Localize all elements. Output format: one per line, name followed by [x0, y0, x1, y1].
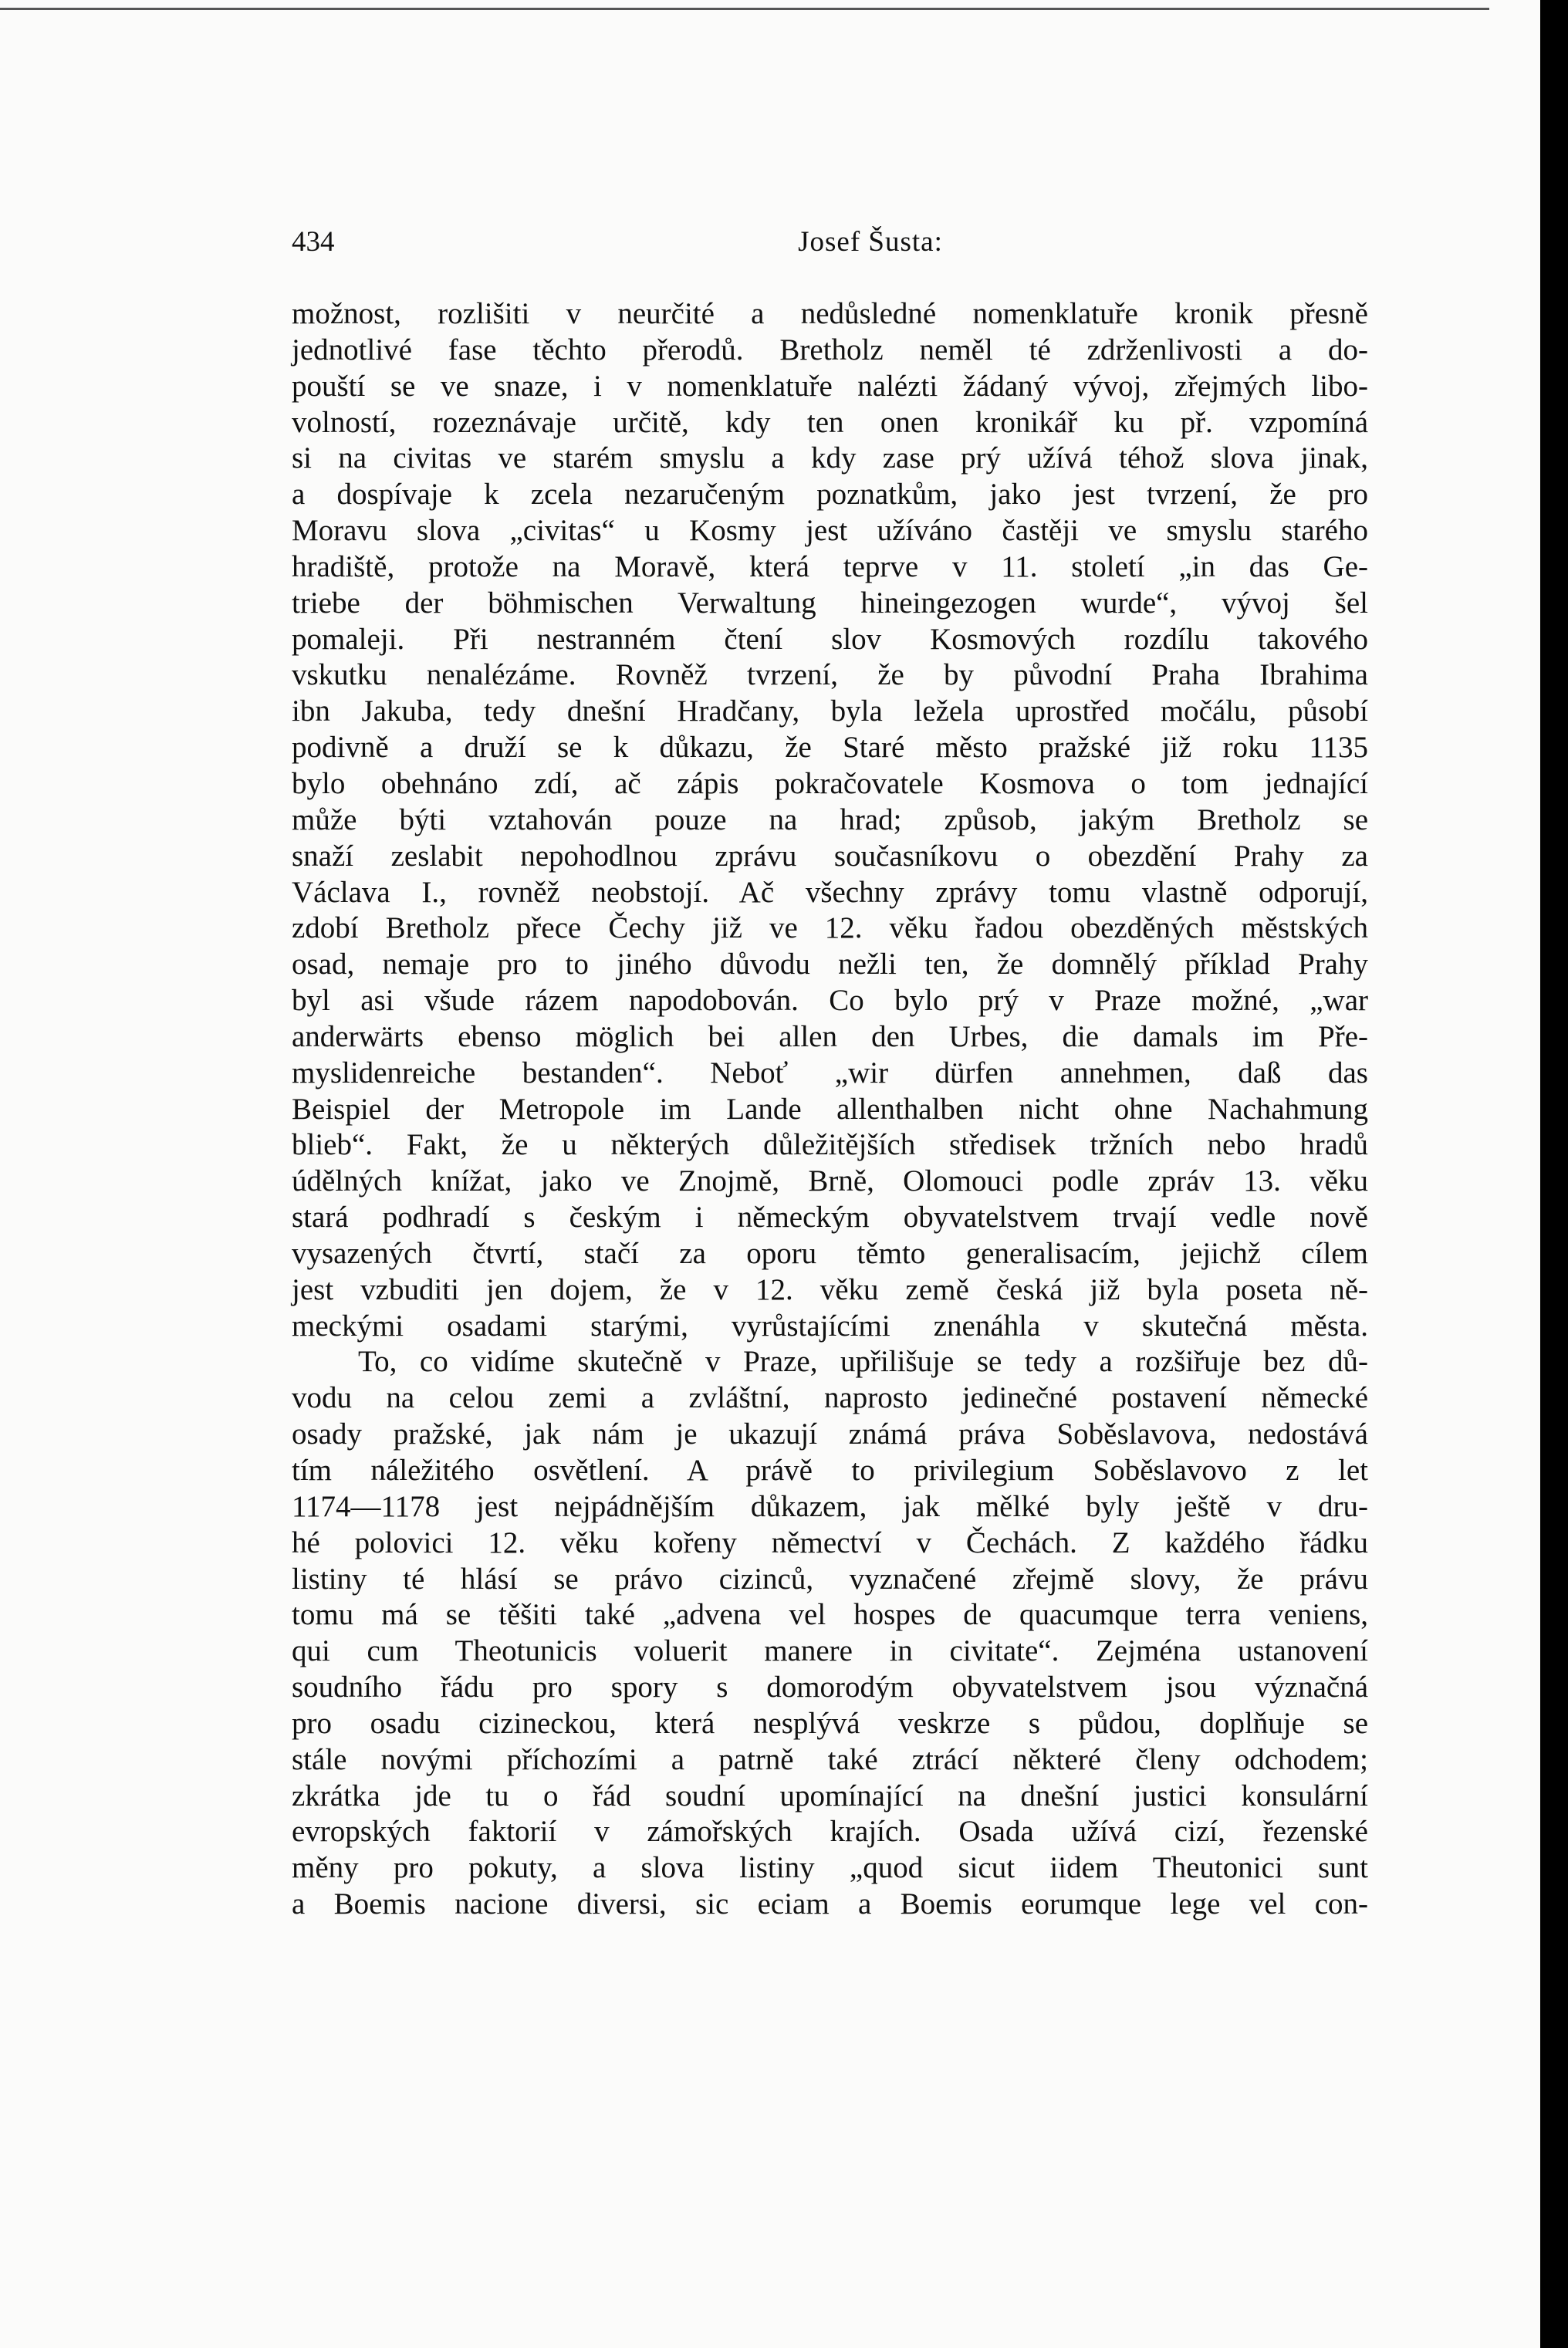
text-line: zdobí Bretholz přece Čechy již ve 12. věku řadou obezděných městských — [292, 911, 1368, 945]
text-line: byl asi všude rázem napodobován. Co bylo prý v Praze možné, „war — [292, 984, 1368, 1018]
text-line: osad, nemaje pro to jiného důvodu nežli ten, že domnělý příklad Prahy — [292, 948, 1368, 981]
text-line: myslidenreiche bestanden“. Neboť „wir dürfen annehmen, daß das — [292, 1056, 1368, 1090]
text-line: zkrátka jde tu o řád soudní upomínající na dnešní justici konsulární — [292, 1779, 1368, 1813]
text-line: listiny té hlásí se právo cizinců, vyznačené zřejmě slovy, že právu — [292, 1562, 1368, 1596]
text-line: hé polovici 12. věku kořeny němectví v Čechách. Z každého řádku — [292, 1525, 1368, 1559]
text-line: Beispiel der Metropole im Lande allenthalben nicht ohne Nachahmung — [292, 1092, 1368, 1126]
text-line: vysazených čtvrtí, stačí za oporu těmto generalisacím, jejichž cílem — [292, 1236, 1368, 1270]
text-line: ibn Jakuba, tedy dnešní Hradčany, byla ležela uprostřed močálu, působí — [292, 694, 1368, 728]
page-header — [292, 225, 1368, 264]
text-line: bylo obehnáno zdí, ač zápis pokračovatele Kosmova o tom jednající — [292, 766, 1368, 800]
text-line: 1174—1178 jest nejpádnějším důkazem, jak mělké byly ještě v dru- — [292, 1489, 1368, 1523]
text-line: jednotlivé fase těchto přerodů. Bretholz neměl té zdrženlivosti a do- — [292, 333, 1368, 367]
text-line: snaží zeslabit nepohodlnou zprávu současníkovu o obezdění Prahy za — [292, 839, 1368, 873]
text-line: pro osadu cizineckou, která nesplývá veskrze s půdou, doplňuje se — [292, 1706, 1368, 1740]
text-line: jest vzbuditi jen dojem, že v 12. věku země česká již byla poseta ně- — [292, 1272, 1368, 1306]
text-line: hradiště, protože na Moravě, která teprve v 11. století „in das Ge- — [292, 549, 1368, 583]
scan-top-rule — [0, 8, 1489, 10]
text-line: meckými osadami starými, vyrůstajícími znenáhla v skutečná města. — [292, 1309, 1368, 1343]
text-line: možnost, rozlišiti v neurčité a nedůsledné nomenklatuře kronik přesně — [292, 297, 1368, 330]
text-line: údělných knížat, jako ve Znojmě, Brně, Olomouci podle zpráv 13. věku — [292, 1164, 1368, 1198]
text-line: triebe der böhmischen Verwaltung hineingezogen wurde“, vývoj šel — [292, 586, 1368, 620]
text-line: soudního řádu pro spory s domorodým obyvatelstvem jsou význačná — [292, 1671, 1368, 1704]
text-line: pouští se ve snaze, i v nomenklatuře nalézti žádaný vývoj, zřejmých libo- — [292, 369, 1368, 403]
text-line: Moravu slova „civitas“ u Kosmy jest užíváno častěji ve smyslu starého — [292, 514, 1368, 548]
text-line: a dospívaje k zcela nezaručeným poznatkům, jako jest tvrzení, že pro — [292, 478, 1368, 512]
text-line: podivně a druží se k důkazu, že Staré město pražské již roku 1135 — [292, 731, 1368, 765]
text-line: evropských faktorií v zámořských krajích. Osada užívá cizí, řezenské — [292, 1815, 1368, 1849]
text-line: si na civitas ve starém smyslu a kdy zase prý užívá téhož slova jinak, — [292, 441, 1368, 475]
text-line: pomaleji. Při nestranném čtení slov Kosmových rozdílu takového — [292, 622, 1368, 656]
text-line: tomu má se těšiti také „advena vel hospes de quacumque terra veniens, — [292, 1598, 1368, 1632]
text-line: osady pražské, jak nám je ukazují známá práva Soběslavova, nedostává — [292, 1417, 1368, 1451]
text-line: Václava I., rovněž neobstojí. Ač všechny zprávy tomu vlastně odporují, — [292, 875, 1368, 909]
text-line: qui cum Theotunicis voluerit manere in civitate“. Zejména ustanovení — [292, 1634, 1368, 1668]
body-text — [292, 296, 1368, 1923]
text-line: vodu na celou zemi a zvláštní, naprosto jedinečné postavení německé — [292, 1381, 1368, 1415]
text-line: vskutku nenalézáme. Rovněž tvrzení, že by původní Praha Ibrahima — [292, 658, 1368, 692]
text-line: To, co vidíme skutečně v Praze, upřilišuje se tedy a rozšiřuje bez dů- — [358, 1345, 1368, 1379]
text-line: měny pro pokuty, a slova listiny „quod sicut iidem Theutonici sunt — [292, 1851, 1368, 1885]
text-line: anderwärts ebenso möglich bei allen den Urbes, die damals im Pře- — [292, 1019, 1368, 1053]
running-head: Josef Šusta: — [798, 226, 943, 258]
text-line: stará podhradí s českým i německým obyvatelstvem trvají vedle nově — [292, 1201, 1368, 1235]
text-line: blieb“. Fakt, že u některých důležitějších středisek tržních nebo hradů — [292, 1128, 1368, 1162]
text-line: tím náležitého osvětlení. A právě to privilegium Soběslavovo z let — [292, 1454, 1368, 1487]
text-line: volností, rozeznávaje určitě, kdy ten onen kronikář ku př. vzpomíná — [292, 405, 1368, 439]
text-line: může býti vztahován pouze na hrad; způsob, jakým Bretholz se — [292, 802, 1368, 836]
text-line: stále novými příchozími a patrně také ztrácí některé členy odchodem; — [292, 1742, 1368, 1776]
page-number: 434 — [292, 226, 335, 258]
text-line: a Boemis nacione diversi, sic eciam a Boemis eorumque lege vel con- — [292, 1887, 1368, 1921]
scan-right-edge — [1540, 0, 1568, 2348]
